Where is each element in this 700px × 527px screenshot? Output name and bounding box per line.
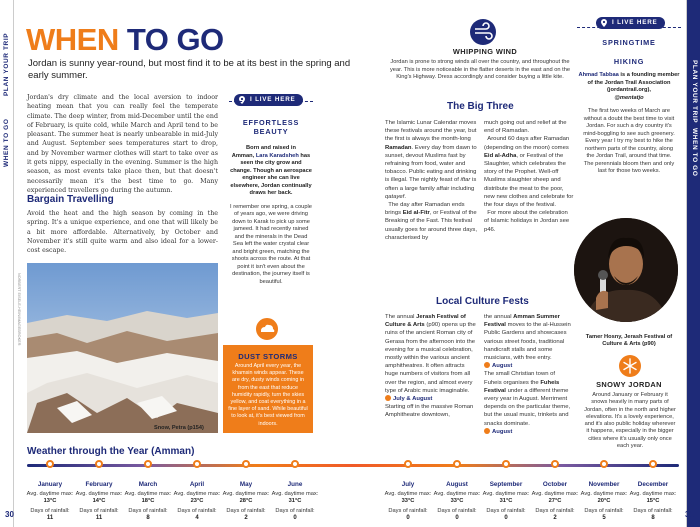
- dust-body: Around April every year, the khamsin winds appear. These are dry, dusty winds coming in from the east that reduce humidity rapidly, turn the skies yellow, and coat everything in a fine layer of sand. While beautiful to look at, it's best viewed from indoors.: [228, 363, 308, 427]
- title-part-1: WHEN: [26, 22, 119, 57]
- month-rain: [120, 508, 176, 522]
- month-name: October: [542, 481, 568, 488]
- bt-ramadan: Ramadan: [385, 144, 412, 151]
- rain-label: Days of rainfall:: [177, 508, 217, 514]
- month-rain: [169, 508, 225, 522]
- whipping-wind-body: Jordan is prone to strong winds all over the country, and throughout the year. This is more noticeable in the flatter deserts in the east and on the King's Highway. Dress accordingly and consider buying a little kite.: [389, 59, 571, 80]
- temp-value: 23°C: [190, 498, 204, 504]
- month-marker: [95, 460, 103, 468]
- temp-label: Avg. daytime max:: [433, 491, 481, 497]
- tamer-hosny-photo: [574, 218, 678, 322]
- petra-snow-photo: [27, 263, 218, 433]
- month-marker: [502, 460, 510, 468]
- temp-value: 31°C: [288, 498, 302, 504]
- whipping-wind-heading: WHIPPING WIND: [452, 47, 518, 56]
- spring-author-name: Ahmad Tabbaa: [578, 72, 619, 78]
- beauty-author: [229, 145, 313, 198]
- month-rain: [625, 508, 681, 522]
- month-name: March: [138, 481, 158, 488]
- month-rain: [527, 508, 583, 522]
- temp-label: Avg. daytime max:: [222, 491, 270, 497]
- page-subtitle: Jordan is sunny year-round, but most find it to be at its best in the spring and early summer.: [28, 58, 351, 81]
- month-temp: [169, 491, 225, 505]
- month-marker: [551, 460, 559, 468]
- lc-text: (p90) opens up the ruins of the ancient Roman city of Gerasa from the afternoon into the evening for a musical celebration, mostly within the various ancient amphitheatres. It often attracts huge numbers of visitors from all over the region, and almost every type of Arabic music imaginable.: [385, 322, 476, 394]
- beauty-author-name: Lara Karadsheh: [255, 152, 299, 159]
- rain-label: Days of rainfall:: [79, 508, 119, 514]
- weather-month: [120, 469, 176, 522]
- month-name: September: [489, 481, 523, 488]
- page-number-right: 31: [685, 510, 694, 519]
- rain-label: Days of rainfall:: [275, 508, 315, 514]
- temp-value: 28°C: [239, 498, 253, 504]
- spring-author-handle: @mentatjo: [614, 94, 644, 101]
- location-pin-icon: [600, 19, 608, 27]
- month-rain: [478, 508, 534, 522]
- month-temp: [120, 491, 176, 505]
- weather-month: [22, 469, 78, 522]
- month-marker: [291, 460, 299, 468]
- bt-text: much going out and relief at the end of Ramadan.: [484, 120, 567, 135]
- rain-value: 0: [406, 515, 410, 521]
- month-temp: [625, 491, 681, 505]
- month-marker: [600, 460, 608, 468]
- badge-label-2: I LIVE HERE: [612, 19, 658, 26]
- month-name: November: [588, 481, 620, 488]
- weather-month: [218, 469, 274, 522]
- dust-storms-box: [223, 345, 313, 433]
- wind-icon: [469, 18, 497, 46]
- bt-text: For more about the celebration of Islamic holidays in Jordan see p46.: [484, 210, 570, 233]
- big-three-col-2: [484, 119, 574, 234]
- temp-value: 18°C: [141, 498, 155, 504]
- springtime-hiking-box: [577, 27, 681, 207]
- weather-month: [625, 469, 681, 522]
- page-number-left: 30: [5, 510, 14, 519]
- rain-label: Days of rainfall:: [437, 508, 477, 514]
- rain-label: Days of rainfall:: [128, 508, 168, 514]
- lc-date: August: [492, 363, 513, 370]
- month-temp: [429, 491, 485, 505]
- rain-label: Days of rainfall:: [388, 508, 428, 514]
- page-title: [26, 22, 224, 58]
- intro-paragraph: Jordan's dry climate and the local aversion to indoor heating mean that you can really feel the temperate climate. The deep winter, from mid-December until the end of February, is quite cold, while March and April tend to be pleasant. The summer heat is nearly unbearable in mid-July and August. September sees temperatures start to drop, and by November warmer clothes will start to take over as it gets nippy, especially in the evening. Summer is the high season, as most events take place then, but that doesn't necessarily mean it's the best time to go. Many experienced travellers go during the autumn.: [27, 94, 219, 194]
- dust-heading: DUST STORMS: [238, 352, 298, 361]
- rain-value: 2: [244, 515, 248, 521]
- temp-label: Avg. daytime max:: [75, 491, 123, 497]
- spring-author-post: is a founding member of the Jordan Trail Association: [587, 72, 680, 86]
- dust-cloud-icon: [254, 316, 280, 342]
- lc-date: August: [492, 428, 513, 435]
- calendar-icon: [484, 362, 490, 368]
- badge-label: I LIVE HERE: [250, 96, 296, 103]
- beauty-author-place: Amman,: [231, 152, 255, 159]
- big-three-col-1: [385, 119, 479, 242]
- rain-value: 0: [504, 515, 508, 521]
- month-rain: [380, 508, 436, 522]
- temp-value: 14°C: [92, 498, 106, 504]
- photo-caption: Snow, Petra (p154): [154, 425, 204, 431]
- lc-text: the annual: [484, 314, 512, 320]
- lc-amman-festival: Amman Summer Festival: [484, 314, 560, 329]
- month-name: April: [189, 481, 205, 488]
- month-temp: [527, 491, 583, 505]
- month-name: February: [85, 481, 113, 488]
- weather-month: [527, 469, 583, 522]
- month-name: August: [446, 481, 468, 488]
- bt-text: , or Festival of the Breaking of the Fast. This festival usually goes for around three days, characterised by: [385, 210, 478, 241]
- bt-text: The day after Ramadan ends brings: [385, 202, 465, 217]
- temp-value: 33°C: [401, 498, 415, 504]
- rain-label: Days of rainfall:: [486, 508, 526, 514]
- month-name: May: [239, 481, 253, 488]
- month-rain: [576, 508, 632, 522]
- month-marker: [404, 460, 412, 468]
- spring-heading-2: HIKING: [613, 57, 645, 66]
- beauty-heading-2: BEAUTY: [253, 127, 289, 136]
- month-name: December: [637, 481, 669, 488]
- local-col-2: [484, 313, 574, 436]
- date-tag: [385, 396, 432, 402]
- bt-text: , or Festival of the Slaughter, which celebrates the story of the Prophet. Well-off Muslims slaughter sheep and distribute the meat to the poor, new new clothes and celebrate for the four days of the festival.: [484, 152, 574, 209]
- month-name: July: [401, 481, 415, 488]
- month-marker: [144, 460, 152, 468]
- month-temp: [22, 491, 78, 505]
- temp-label: Avg. daytime max:: [531, 491, 579, 497]
- temp-value: 15°C: [646, 498, 660, 504]
- lc-date: July & August: [393, 396, 433, 403]
- month-temp: [576, 491, 632, 505]
- temp-label: Avg. daytime max:: [384, 491, 432, 497]
- month-temp: [478, 491, 534, 505]
- weather-heading: Weather through the Year (Amman): [27, 446, 195, 457]
- weather-month: [380, 469, 436, 522]
- beauty-body: I remember one spring, a couple of years ago, we were driving down to Karak to pick up some jameed. It had recently rained and the minerals in the Dead Sea left the water crystal clear and bright green, matching the shoots across the route. At that point it isn't even about the destination, the journey itself is beautiful.: [230, 203, 312, 285]
- rain-label: Days of rainfall:: [226, 508, 266, 514]
- right-side-strip: [686, 0, 700, 527]
- side-label-plan-your-trip-right: PLAN YOUR TRIP: [691, 60, 698, 124]
- month-rain: [429, 508, 485, 522]
- rain-value: 8: [146, 515, 150, 521]
- month-marker: [242, 460, 250, 468]
- lc-text: The small Christian town of Fuheis organises the: [484, 371, 556, 386]
- title-part-2: TO GO: [126, 22, 224, 57]
- lc-jerash-festival: Jerash Festival of Culture & Arts: [385, 314, 466, 329]
- month-marker: [46, 460, 54, 468]
- rain-value: 8: [651, 515, 655, 521]
- rain-value: 4: [195, 515, 199, 521]
- lc-text: under a different theme every year in August. Merriment depends on the particular theme, but the usual music, trinkets and snacks dominate.: [484, 387, 571, 427]
- rain-value: 11: [46, 515, 54, 521]
- lc-text: The annual: [385, 314, 415, 320]
- month-rain: [22, 508, 78, 522]
- local-col-1: [385, 313, 479, 420]
- big-three-heading: The Big Three: [447, 101, 514, 112]
- rain-label: Days of rainfall:: [584, 508, 624, 514]
- spring-author: [577, 72, 681, 102]
- date-tag: [484, 429, 512, 435]
- temp-label: Avg. daytime max:: [580, 491, 628, 497]
- snowy-jordan-body: Around January or February it snows heavily in many parts of Jordan, often in the north and higher elevations. It's a lovely experience, and it's also public holiday wherever it happens, especially in the bigger cities where it's usually only once each year.: [584, 392, 676, 450]
- bt-qatayef: qatayef: [385, 193, 405, 200]
- month-rain: [71, 508, 127, 522]
- bt-text: Around 60 days after Ramadan (depending on the moon) comes: [484, 136, 570, 151]
- side-label-when-to-go: WHEN TO GO: [3, 118, 10, 167]
- bt-iftar: iftar: [460, 177, 471, 184]
- rain-value: 0: [293, 515, 297, 521]
- month-temp: [380, 491, 436, 505]
- bargain-body: Avoid the heat and the high season by coming in the spring. It's a unique experience, and one that will likely be a bit more affordable. Alternatively, by October and November it's still quite warm and also ideal for a lower-cost escape.: [27, 210, 218, 255]
- bargain-heading: Bargain Travelling: [27, 194, 114, 205]
- temp-value: 31°C: [499, 498, 513, 504]
- side-label-plan-your-trip: PLAN YOUR TRIP: [3, 32, 10, 96]
- temp-label: Avg. daytime max:: [124, 491, 172, 497]
- temp-value: 20°C: [597, 498, 611, 504]
- month-name: June: [287, 481, 303, 488]
- bt-eid-al-fitr: Eid al-Fitr: [402, 210, 430, 217]
- photo-credit: NORBERT EISELE-HEIN/IMAGEBROKER: [17, 273, 21, 346]
- bt-eid-al-adha: Eid al-Adha: [484, 152, 517, 159]
- snowflake-icon: [619, 355, 641, 377]
- bt-text: .: [404, 193, 406, 200]
- date-tag: [484, 363, 512, 369]
- rain-label: Days of rainfall:: [30, 508, 70, 514]
- beauty-heading-1: EFFORTLESS: [242, 118, 300, 127]
- month-rain: [267, 508, 323, 522]
- month-temp: [267, 491, 323, 505]
- temperature-gradient-bar: [27, 464, 679, 467]
- spring-heading-1: SPRINGTIME: [602, 38, 656, 47]
- bt-text: is often a large family affair including: [385, 177, 477, 192]
- snowy-jordan-heading: SNOWY JORDAN: [596, 380, 662, 389]
- calendar-icon: [484, 428, 490, 434]
- temp-value: 13°C: [43, 498, 57, 504]
- beauty-author-pre: Born and raised in: [246, 145, 296, 151]
- temp-label: Avg. daytime max:: [26, 491, 74, 497]
- rain-value: 2: [553, 515, 557, 521]
- weather-month: [267, 469, 323, 522]
- spring-author-link: (jordantrail.org),: [607, 87, 651, 93]
- portrait-caption: Tamer Hosny, Jerash Festival of Culture & Arts (p90): [585, 334, 673, 348]
- temp-value: 33°C: [450, 498, 464, 504]
- spring-body: The first two weeks of March are without a doubt the best time to visit Jordan. For such a dry country it's mind-boggling to see such greenery. Every year I try my best to hike the northern parts of the country, along the Jordan Trail, around that time. The perennials bloom then and only last for those two weeks.: [583, 108, 675, 174]
- local-culture-heading: Local Culture Fests: [436, 296, 529, 307]
- rain-label: Days of rainfall:: [535, 508, 575, 514]
- temp-label: Avg. daytime max:: [271, 491, 319, 497]
- rain-value: 0: [455, 515, 459, 521]
- month-temp: [218, 491, 274, 505]
- month-marker: [453, 460, 461, 468]
- month-marker: [193, 460, 201, 468]
- bt-text: The Islamic Lunar Calendar moves these festivals around the year, but the first is always the month-long: [385, 120, 477, 143]
- rain-label: Days of rainfall:: [633, 508, 673, 514]
- rain-value: 11: [95, 515, 103, 521]
- bt-text: . Every day from dawn to sunset, devout Muslims fast by refraining from food, water and tobacco. Public eating and drinking is illegal. The nightly feast of: [385, 144, 477, 184]
- temp-label: Avg. daytime max:: [173, 491, 221, 497]
- rain-value: 5: [602, 515, 606, 521]
- weather-month: [169, 469, 225, 522]
- month-temp: [71, 491, 127, 505]
- temp-value: 27°C: [548, 498, 562, 504]
- side-label-when-to-go-right: WHEN TO GO: [691, 128, 698, 177]
- weather-month: [429, 469, 485, 522]
- lc-text: moves to the al-Hussein Public Gardens and showcases various street foods, traditional handicraft stalls and some musicians, with free entry.: [484, 322, 571, 362]
- lc-fuheis-festival: Fuheis Festival: [484, 379, 560, 394]
- left-side-strip: [0, 0, 14, 527]
- temp-label: Avg. daytime max:: [482, 491, 530, 497]
- month-name: January: [37, 481, 63, 488]
- weather-month: [576, 469, 632, 522]
- month-rain: [218, 508, 274, 522]
- weather-month: [71, 469, 127, 522]
- weather-month: [478, 469, 534, 522]
- lc-text: Starting off in the massive Roman Amphitheatre downtown,: [385, 404, 474, 419]
- month-marker: [649, 460, 657, 468]
- temp-label: Avg. daytime max:: [629, 491, 677, 497]
- beauty-author-post: has seen the city grow and change. Though an aerospace engineer she can live elsewhere, Jordan continually draws her back.: [230, 152, 312, 196]
- calendar-icon: [385, 395, 391, 401]
